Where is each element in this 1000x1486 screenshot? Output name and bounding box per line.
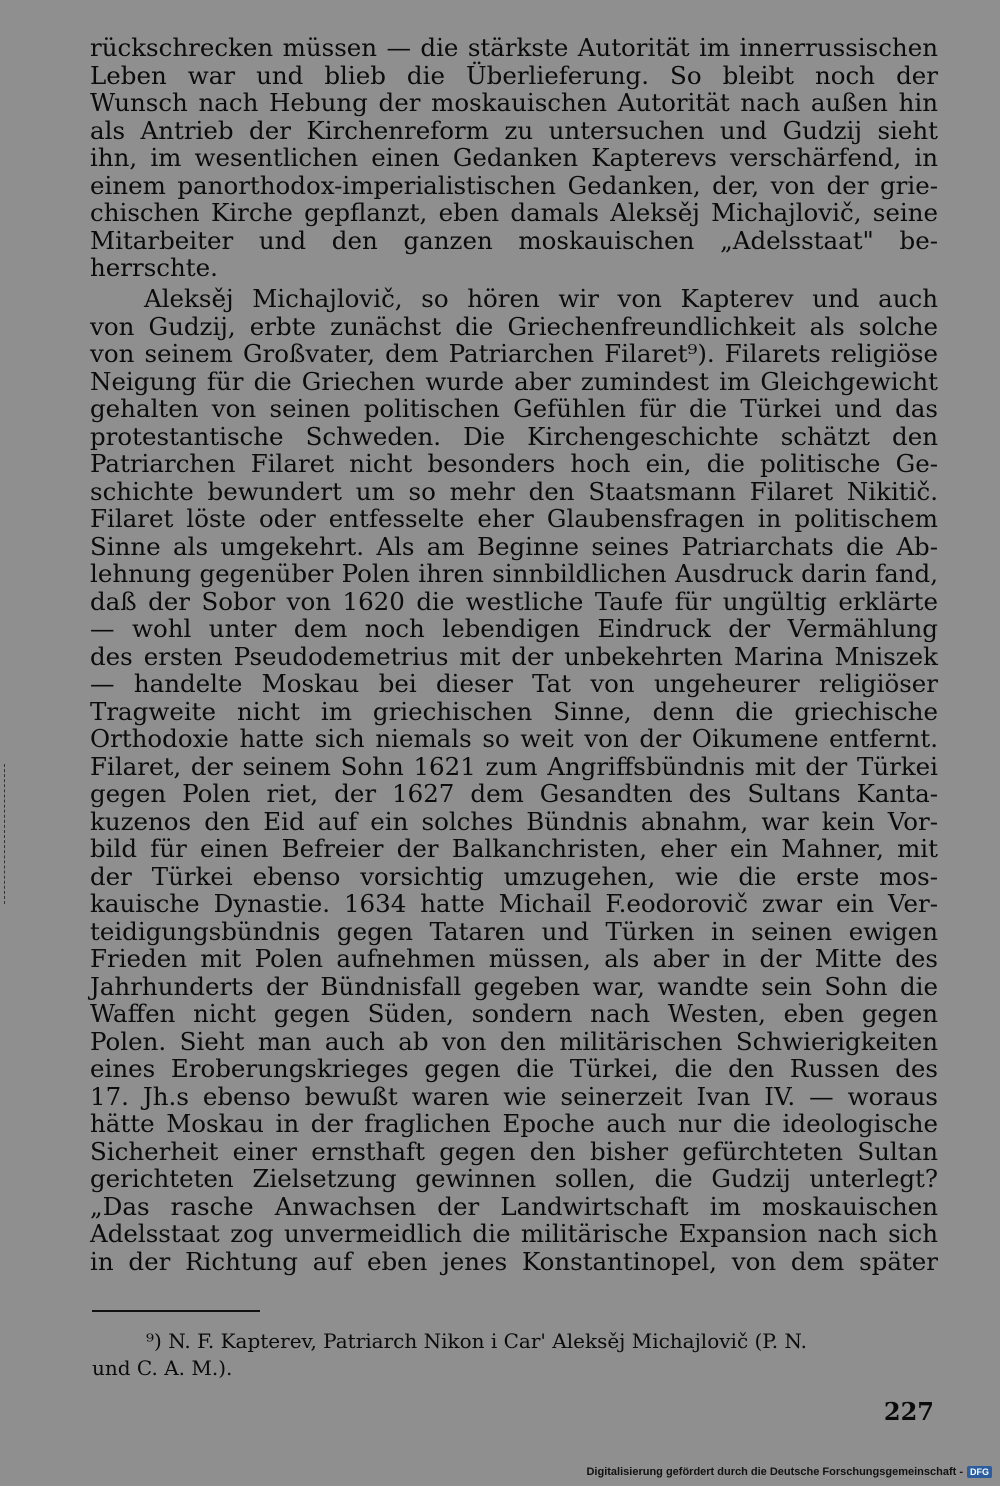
text-line: von Gudzij, erbte zunächst die Griechenfreundlichkeit als solche — [90, 311, 938, 341]
footnote-text: N. F. Kapterev, Patriarch Nikon i Car' Aleksěj Michajlovič (P. N. — [168, 1329, 807, 1353]
footnote-line: und C. A. M.). — [92, 1356, 233, 1380]
text-line: Filaret, der seinem Sohn 1621 zum Angriffsbündnis mit der Türkei — [90, 751, 938, 781]
text-line: in der Richtung auf eben jenes Konstantinopel, von dem später — [90, 1246, 938, 1276]
text-line: Jahrhunderts der Bündnisfall gegeben war, wandte sein Sohn die — [90, 971, 938, 1001]
text-line: schichte bewundert um so mehr den Staatsmann Filaret Nikitič. — [90, 476, 938, 506]
text-line: Waffen nicht gegen Süden, sondern nach Westen, eben gegen — [90, 999, 938, 1028]
text-line: Sinne als umgekehrt. Als am Beginne seines Patriarchats die Ab- — [90, 531, 938, 561]
text-line: einem panorthodox-imperialistischen Gedanken, der, von der grie- — [90, 170, 938, 200]
text-line: gehalten von seinen politischen Gefühlen für die Türkei und das — [90, 394, 938, 423]
credit-text: Digitalisierung gefördert durch die Deutsche Forschungsgemeinschaft - — [586, 1466, 963, 1478]
footnote — [92, 1328, 938, 1382]
text-line: daß der Sobor von 1620 die westliche Taufe für ungültig erklärte — [90, 586, 938, 616]
text-line: eines Eroberungskrieges gegen die Türkei, die den Russen des — [90, 1054, 938, 1083]
text-line: Leben war und blieb die Überlieferung. So bleibt noch der — [90, 60, 938, 90]
text-line: gegen Polen riet, der 1627 dem Gesandten des Sultans Kanta- — [90, 779, 938, 808]
text-line: Aleksěj Michajlovič, so hören wir von Kapterev und auch — [144, 284, 938, 313]
text-line: teidigungsbündnis gegen Tataren und Türken in seinen ewigen — [90, 916, 938, 946]
text-line: hätte Moskau in der fraglichen Epoche auch nur die ideologische — [90, 1109, 938, 1138]
text-line: bild für einen Befreier der Balkanchristen, eher ein Mahner, mit — [90, 834, 938, 863]
text-line: der Türkei ebenso vorsichtig umzugehen, wie die erste mos- — [90, 861, 938, 891]
text-line: rückschrecken müssen — die stärkste Autorität im innerrussischen — [90, 33, 938, 62]
footnote-line — [92, 1328, 938, 1355]
text-line: protestantische Schweden. Die Kirchengeschichte schätzt den — [90, 421, 938, 451]
footnote-divider — [92, 1310, 260, 1312]
text-line: herrschte. — [90, 253, 218, 282]
text-line: des ersten Pseudodemetrius mit der unbekehrten Marina Mniszek — [90, 641, 938, 671]
text-line: Neigung für die Griechen wurde aber zumindest im Gleichgewicht — [90, 366, 938, 396]
paragraph-2 — [90, 285, 938, 1275]
text-line: als Antrieb der Kirchenreform zu untersuchen und Gudzij sieht — [90, 115, 938, 145]
text-line: Filaret löste oder entfesselte eher Glaubensfragen in politischem — [90, 504, 938, 533]
paragraph-1 — [90, 34, 938, 282]
footnote-marker: ⁹) — [146, 1329, 162, 1353]
page-number: 227 — [883, 1397, 934, 1426]
text-line: Adelsstaat zog unvermeidlich die militärische Expansion nach sich — [90, 1219, 938, 1248]
text-line: — handelte Moskau bei dieser Tat von ungeheurer religiöser — [90, 669, 938, 698]
text-line: Mitarbeiter und den ganzen moskauischen „Adelsstaat" be- — [90, 225, 938, 255]
dfg-logo: DFG — [967, 1466, 992, 1478]
scan-edge-marks — [4, 764, 7, 904]
text-line: Patriarchen Filaret nicht besonders hoch ein, die politische Ge- — [90, 449, 938, 478]
text-line: lehnung gegenüber Polen ihren sinnbildlichen Ausdruck darin fand, — [90, 559, 938, 588]
text-line: — wohl unter dem noch lebendigen Eindruck der Vermählung — [90, 614, 938, 643]
text-line: Orthodoxie hatte sich niemals so weit von der Oikumene entfernt. — [90, 724, 938, 753]
text-line: von seinem Großvater, dem Patriarchen Filaret⁹). Filarets religiöse — [90, 339, 938, 368]
text-line: kuzenos den Eid auf ein solches Bündnis abnahm, war kein Vor- — [90, 806, 938, 836]
text-line: „Das rasche Anwachsen der Landwirtschaft im moskauischen — [90, 1191, 938, 1221]
text-line: kauische Dynastie. 1634 hatte Michail F.eodorovič zwar ein Ver- — [90, 889, 938, 918]
text-line: Tragweite nicht im griechischen Sinne, denn die griechische — [90, 696, 938, 726]
digitization-credit — [586, 1466, 992, 1478]
text-line: Polen. Sieht man auch ab von den militärischen Schwierigkeiten — [90, 1026, 938, 1056]
text-line: chischen Kirche gepflanzt, eben damals Aleksěj Michajlovič, seine — [90, 198, 938, 227]
text-line: gerichteten Zielsetzung gewinnen sollen, die Gudzij unterlegt? — [90, 1164, 938, 1193]
text-line: ihn, im wesentlichen einen Gedanken Kapterevs verschärfend, in — [90, 143, 938, 172]
text-line: Frieden mit Polen aufnehmen müssen, als aber in der Mitte des — [90, 944, 938, 973]
text-line: 17. Jh.s ebenso bewußt waren wie seinerzeit Ivan IV. — woraus — [90, 1081, 938, 1111]
text-line: Sicherheit einer ernsthaft gegen den bisher gefürchteten Sultan — [90, 1136, 938, 1166]
text-line: Wunsch nach Hebung der moskauischen Autorität nach außen hin — [90, 88, 938, 117]
